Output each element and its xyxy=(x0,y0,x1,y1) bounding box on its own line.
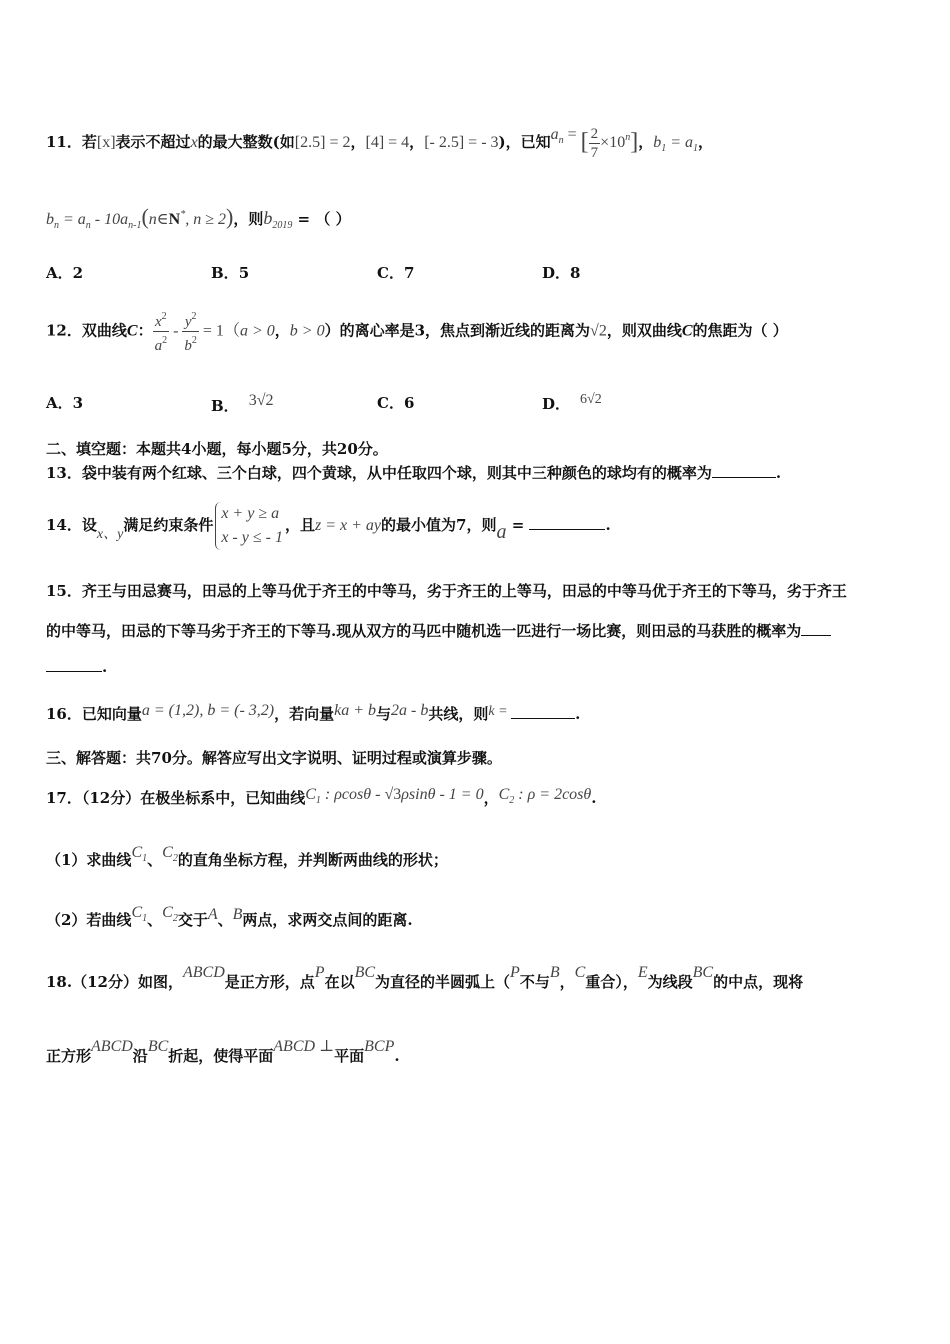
q13-answer-blank[interactable] xyxy=(712,463,776,478)
hyperbola-y-term: $\frac{y^2}{b^2}$ xyxy=(182,308,199,355)
q15-line1: 15．齐王与田忌赛马，田忌的上等马优于齐王的中等马，劣于齐王的上等马，田忌的中等马优于齐王的下等马，劣于齐王 xyxy=(46,582,847,600)
q12-option-d[interactable]: D． 6√2 xyxy=(542,392,602,413)
sqrt-2: √2 xyxy=(590,322,607,340)
q18-line1: 18.（12分）如图，ABCD是正方形，点P在以BC为直径的半圆弧上（P不与B，C重合），E为线段BC的中点，现将 xyxy=(46,964,804,991)
q14-line: 14．设x、y满足约束条件 x + y ≥ a x - y ≤ - 1 ，且z = x + ay的最小值为7，则a = . xyxy=(46,497,611,563)
q11-option-d[interactable]: D．8 xyxy=(542,264,581,282)
q12-option-b[interactable]: B． 3√2 xyxy=(211,392,274,415)
q13-line: 13．袋中装有两个红球、三个白球，四个黄球，从中任取四个球，则其中三种颜色的球均有的概率为 . xyxy=(46,464,782,482)
q15-answer-blank-part1[interactable] xyxy=(801,621,831,636)
fraction-2-7: $\frac{2}{7}$ xyxy=(590,125,599,161)
q12-line: 12．双曲线C： $\frac{x^2}{a^2}$ - $\frac{y^2}{b^2}$ = 1（a > 0，b > 0）的离心率是3，焦点到渐近线的距离为√2，则双曲线C的焦距为（ ） xyxy=(46,308,788,355)
section-3-heading: 三、解答题：共70分。解答应写出文字说明、证明过程或演算步骤。 xyxy=(46,749,502,767)
q17-line: 17．（12分）在极坐标系中，已知曲线$C_1$ : ρcosθ - √3ρsinθ - 1 = 0，$C_2$ : ρ = 2cosθ. xyxy=(46,786,597,807)
q16-answer-blank[interactable] xyxy=(511,704,575,719)
q17-part2: （2）若曲线$C_1$、$C_2$交于A、B两点，求两交点间的距离. xyxy=(46,904,413,929)
q18-line2: 正方形ABCD沿BC折起，使得平面ABCD ⊥平面BCP. xyxy=(46,1038,400,1065)
example-3: [- 2.5] = - 3 xyxy=(424,134,499,151)
curve-c2: $C_2$ : ρ = 2cosθ xyxy=(498,786,592,806)
q11-number: 11． xyxy=(46,133,82,151)
floor-x: [x] xyxy=(96,134,116,151)
example-1: [2.5] = 2 xyxy=(294,134,351,151)
b1-formula: $b_1 = a_1$ xyxy=(653,134,699,154)
q11-option-c[interactable]: C．7 xyxy=(377,264,415,282)
q15-line3: . xyxy=(46,656,107,678)
q11-option-b[interactable]: B．5 xyxy=(211,264,250,282)
q11-line2: $b_n = a_n$ - $10a_{n-1}(n\in N^*$, n ≥ 2)，则$b_{2019}$ = （ ） xyxy=(46,204,351,231)
b2019: $b_{2019}$ xyxy=(263,208,293,231)
q11-line1: 11．若[x]表示不超过x的最大整数(如[2.5] = 2，[4] = 4，[- 2.5] = - 3)，已知$a_n$ = [ $\frac{2}{7}$ $\times 10^n$]，$b_1 = a_1$， xyxy=(46,125,714,161)
q12-option-a[interactable]: A．3 xyxy=(46,394,84,412)
q11-option-a[interactable]: A．2 xyxy=(46,264,84,282)
an-formula: $a_n$ = xyxy=(550,126,581,146)
vectors: a = (1,2), b = (- 3,2) xyxy=(141,702,275,719)
q14-answer-blank[interactable] xyxy=(529,515,605,530)
z-expression: z = x + ay xyxy=(314,517,382,534)
hyperbola-x-term: $\frac{x^2}{a^2}$ xyxy=(153,308,170,355)
constraint-system: x + y ≥ a x - y ≤ - 1 xyxy=(215,502,283,550)
q17-part1: （1）求曲线$C_1$、$C_2$的直角坐标方程，并判断两曲线的形状； xyxy=(46,844,448,869)
example-2: [4] = 4 xyxy=(365,134,410,151)
q16-line: 16．已知向量a = (1,2), b = (- 3,2)，若向量ka + b与2a - b共线，则k = . xyxy=(46,702,581,723)
curve-c1: $C_1$ : ρcosθ - √3ρsinθ - 1 = 0 xyxy=(305,786,484,806)
bn-recurrence: $b_n = a_n$ - $10a_{n-1}(n\in N^*$, n ≥ 2) xyxy=(46,204,234,231)
q15-line2: 的中等马，田忌的下等马劣于齐王的下等马.现从双方的马匹中随机选一匹进行一场比赛，则田忌的马获胜的概率为 xyxy=(46,620,831,642)
q12-option-c[interactable]: C．6 xyxy=(377,394,415,412)
q15-answer-blank-part2[interactable] xyxy=(46,657,102,672)
q12-number: 12． xyxy=(46,321,82,340)
section-2-heading: 二、填空题：本题共4小题，每小题5分，共20分。 xyxy=(46,440,388,458)
